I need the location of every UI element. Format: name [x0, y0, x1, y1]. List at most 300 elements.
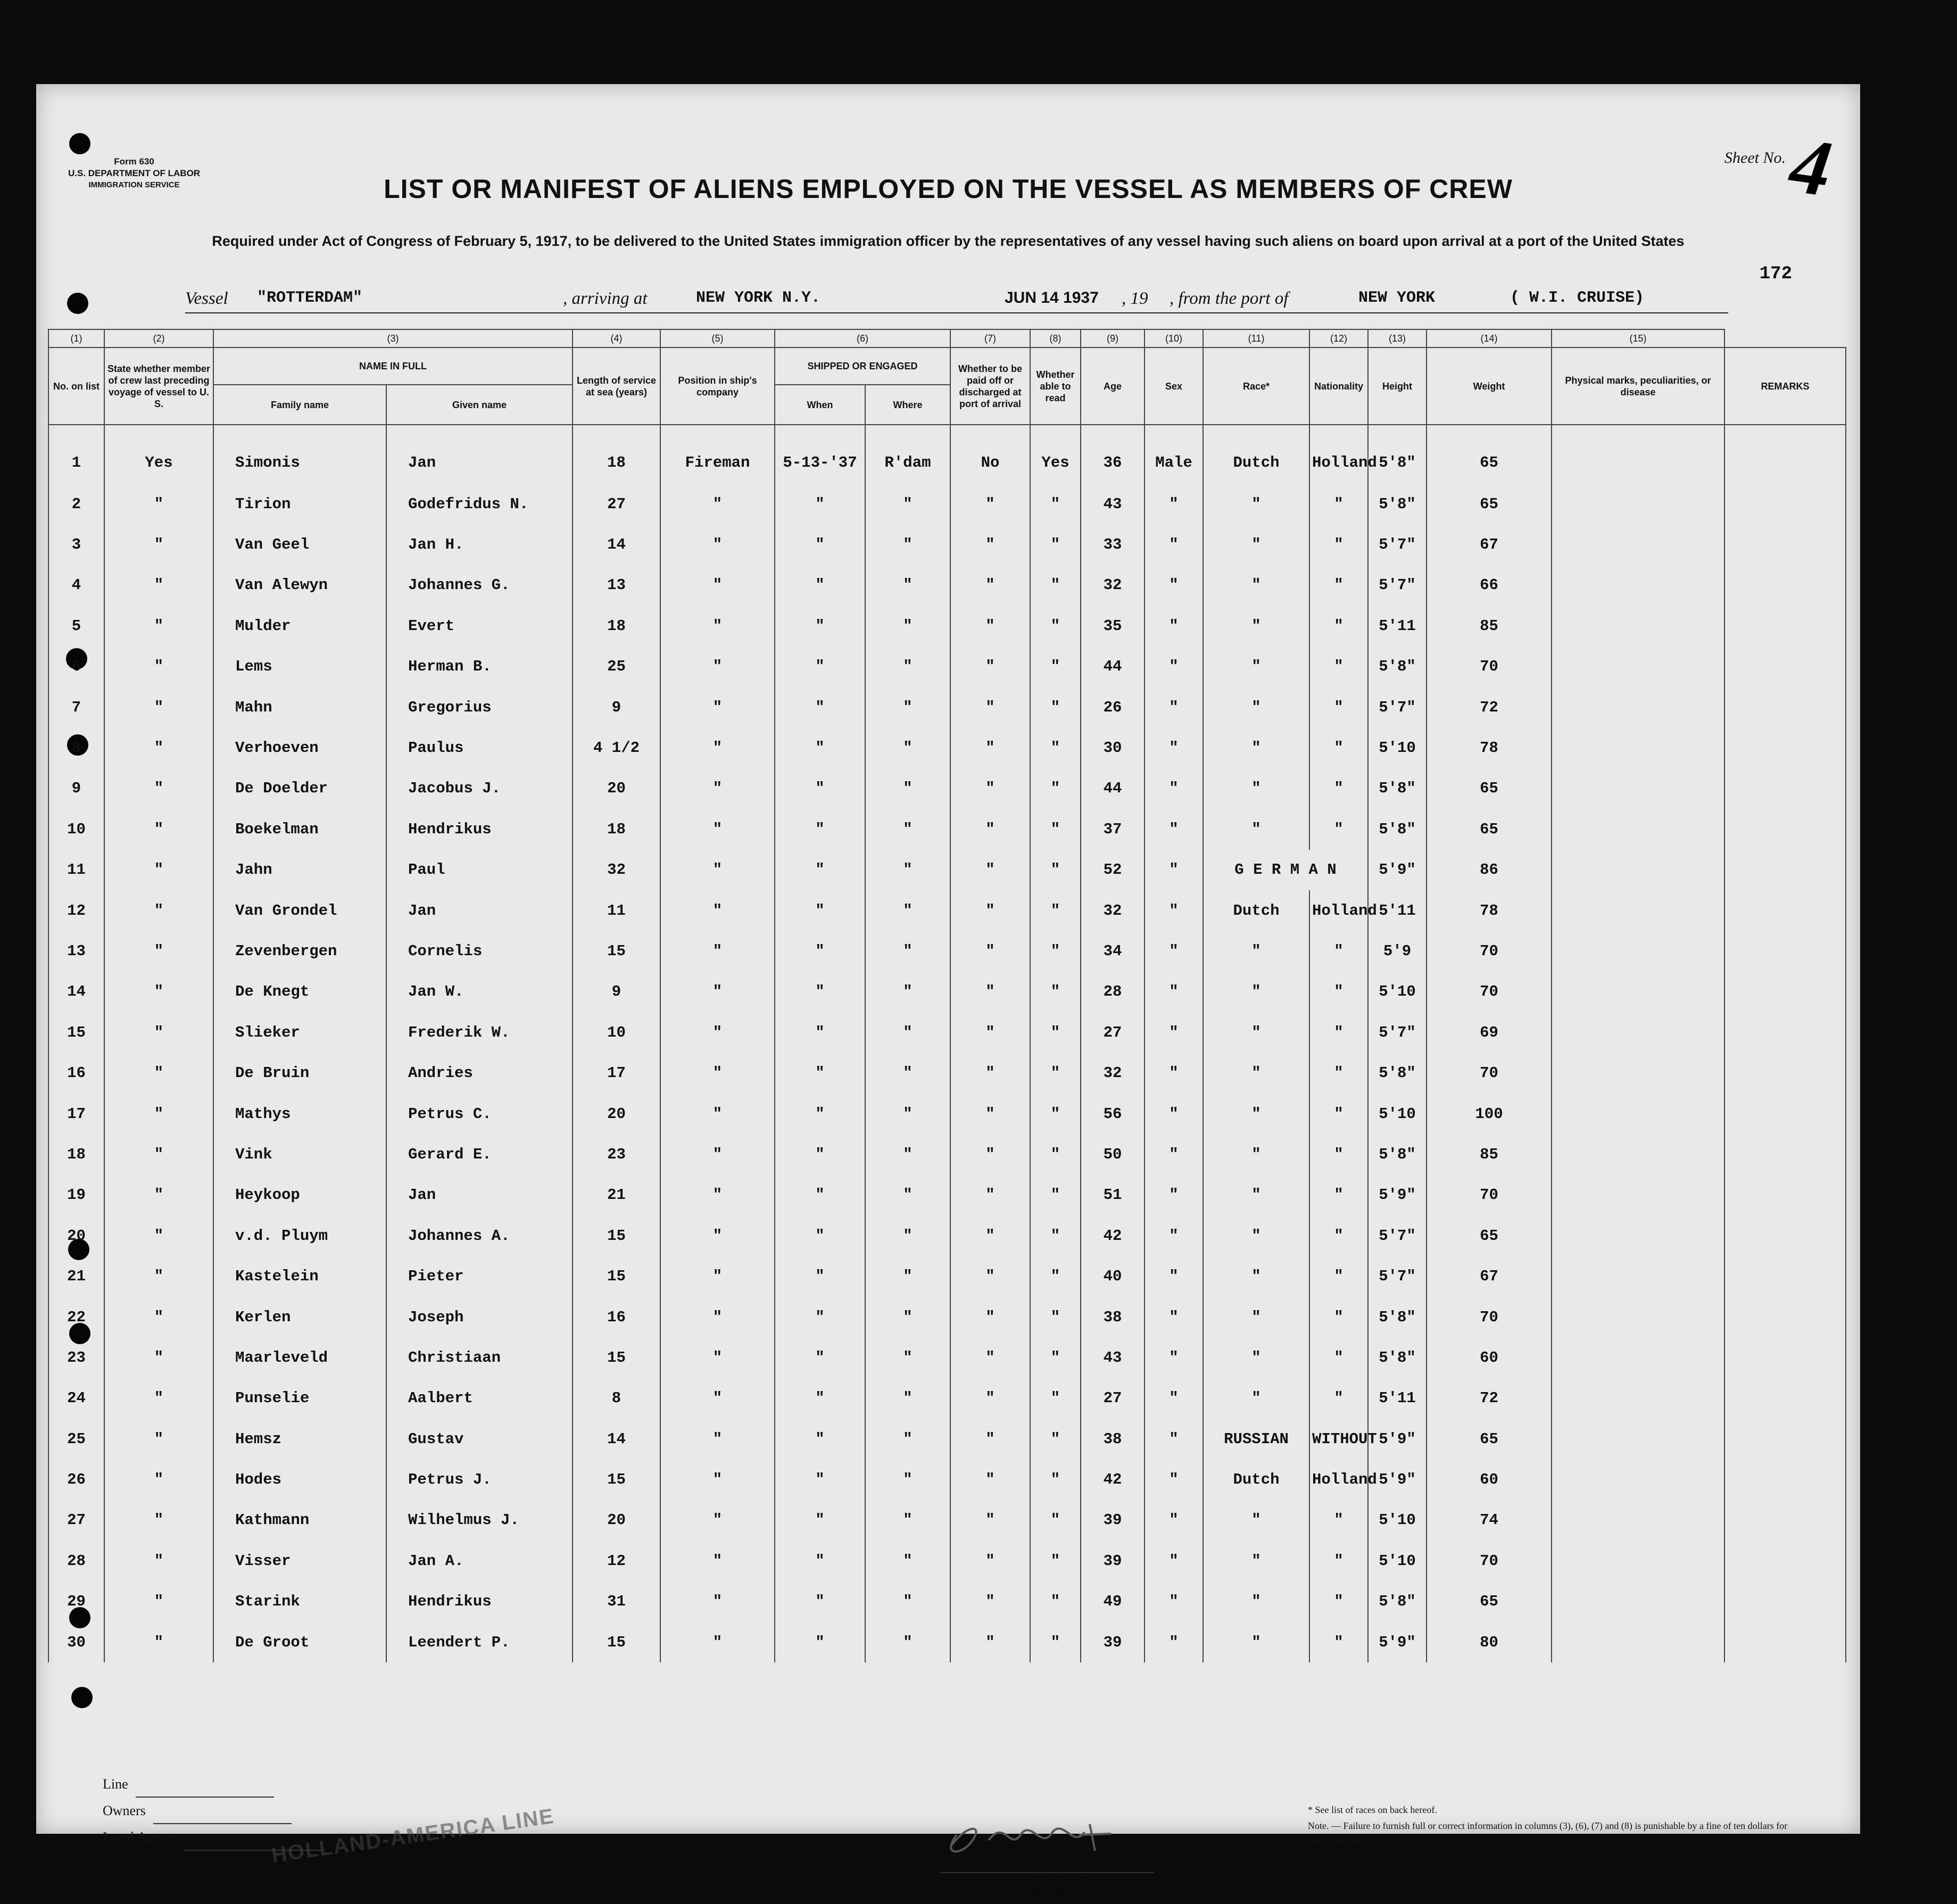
weight-cell: 65 [1427, 1419, 1552, 1459]
remarks-cell [1724, 1175, 1846, 1215]
sex-cell: " [1145, 565, 1203, 606]
age-cell: 39 [1081, 1622, 1145, 1662]
paid-off-cell: " [950, 1622, 1030, 1662]
weight-cell: 66 [1427, 565, 1552, 606]
paid-off-cell: No [950, 425, 1030, 484]
paid-off-cell: " [950, 1337, 1030, 1378]
able-read-cell: " [1030, 484, 1081, 524]
nationality-cell: " [1309, 606, 1368, 646]
previous-voyage-cell: " [104, 1175, 213, 1215]
header-height: Height [1368, 347, 1427, 425]
able-read-cell: " [1030, 647, 1081, 687]
position-cell: " [660, 1215, 775, 1256]
nationality-cell: " [1309, 484, 1368, 524]
shipped-where-cell: " [865, 1053, 950, 1093]
able-read-cell: " [1030, 850, 1081, 890]
given-name-cell: Joseph [386, 1297, 573, 1337]
age-cell: 32 [1081, 1053, 1145, 1093]
physical-marks-cell [1552, 1337, 1724, 1378]
header-family-name: Family name [213, 385, 386, 425]
inspector-label: Immigrant Inspector. [941, 1872, 1154, 1891]
position-cell: " [660, 890, 775, 931]
paid-off-cell: " [950, 1297, 1030, 1337]
previous-voyage-cell: " [104, 1337, 213, 1378]
sex-cell: " [1145, 1053, 1203, 1093]
family-name-cell: Mathys [213, 1094, 386, 1134]
physical-marks-cell [1552, 484, 1724, 524]
race-cell: " [1203, 1500, 1309, 1541]
service-length-cell: 17 [573, 1053, 660, 1093]
given-name-cell: Pieter [386, 1256, 573, 1296]
col-num: (14) [1427, 329, 1552, 347]
row-number: 8 [48, 727, 104, 768]
able-read-cell: " [1030, 1215, 1081, 1256]
paid-off-cell: " [950, 1175, 1030, 1215]
race-cell: " [1203, 484, 1309, 524]
physical-marks-cell [1552, 1419, 1724, 1459]
table-row [48, 1378, 1846, 1419]
remarks-cell [1724, 1459, 1846, 1500]
shipped-when-cell: " [775, 1419, 865, 1459]
table-row [48, 484, 1846, 524]
race-cell: " [1203, 1215, 1309, 1256]
sheet-code: 172 [1759, 264, 1792, 284]
physical-marks-cell [1552, 1541, 1724, 1581]
height-cell: 5'7" [1368, 1012, 1427, 1053]
given-name-cell: Leendert P. [386, 1622, 573, 1662]
sex-cell: " [1145, 931, 1203, 971]
sex-cell: " [1145, 687, 1203, 727]
nationality-cell: " [1309, 1175, 1368, 1215]
shipped-where-cell: " [865, 1297, 950, 1337]
given-name-cell: Jan A. [386, 1541, 573, 1581]
header-where: Where [865, 385, 950, 425]
vessel-name: "ROTTERDAM" [257, 289, 363, 307]
paid-off-cell: " [950, 687, 1030, 727]
age-cell: 26 [1081, 687, 1145, 727]
row-number: 1 [48, 425, 104, 484]
age-cell: 32 [1081, 565, 1145, 606]
physical-marks-cell [1552, 1500, 1724, 1541]
remarks-cell [1724, 524, 1846, 565]
able-read-cell: " [1030, 809, 1081, 849]
able-read-cell: " [1030, 890, 1081, 931]
nationality-cell: " [1309, 647, 1368, 687]
physical-marks-cell [1552, 1053, 1724, 1093]
physical-marks-cell [1552, 809, 1724, 849]
nationality-cell: " [1309, 931, 1368, 971]
age-cell: 38 [1081, 1419, 1145, 1459]
table-row [48, 1459, 1846, 1500]
row-number: 15 [48, 1012, 104, 1053]
service-length-cell: 18 [573, 606, 660, 646]
position-cell: " [660, 1582, 775, 1622]
sex-cell: " [1145, 850, 1203, 890]
height-cell: 5'9" [1368, 1459, 1427, 1500]
able-read-cell: " [1030, 1256, 1081, 1296]
family-name-cell: Punselie [213, 1378, 386, 1419]
given-name-cell: Gerard E. [386, 1134, 573, 1174]
age-cell: 44 [1081, 768, 1145, 809]
shipped-where-cell: " [865, 524, 950, 565]
height-cell: 5'10 [1368, 727, 1427, 768]
physical-marks-cell [1552, 890, 1724, 931]
manifest-sheet [36, 84, 1860, 1890]
given-name-cell: Wilhelmus J. [386, 1500, 573, 1541]
given-name-cell: Johannes A. [386, 1215, 573, 1256]
service-length-cell: 23 [573, 1134, 660, 1174]
race-cell: " [1203, 1012, 1309, 1053]
height-cell: 5'10 [1368, 1541, 1427, 1581]
family-name-cell: Mahn [213, 687, 386, 727]
shipped-where-cell: " [865, 1419, 950, 1459]
remarks-cell [1724, 1378, 1846, 1419]
family-name-cell: Vink [213, 1134, 386, 1174]
height-cell: 5'11 [1368, 606, 1427, 646]
previous-voyage-cell: " [104, 687, 213, 727]
service-length-cell: 15 [573, 1256, 660, 1296]
table-row [48, 1419, 1846, 1459]
shipped-when-cell: " [775, 972, 865, 1012]
sex-cell: " [1145, 1256, 1203, 1296]
shipped-where-cell: " [865, 1459, 950, 1500]
physical-marks-cell [1552, 647, 1724, 687]
row-number: 6 [48, 647, 104, 687]
service-length-cell: 15 [573, 1459, 660, 1500]
race-cell: Dutch [1203, 890, 1309, 931]
remarks-cell [1724, 606, 1846, 646]
header-shipped-engaged: SHIPPED OR ENGAGED [775, 347, 950, 385]
shipped-where-cell: " [865, 1094, 950, 1134]
nationality-cell: Holland [1309, 1459, 1368, 1500]
age-cell: 52 [1081, 850, 1145, 890]
service-length-cell: 9 [573, 687, 660, 727]
row-number: 13 [48, 931, 104, 971]
previous-voyage-cell: " [104, 1541, 213, 1581]
shipped-where-cell: " [865, 1215, 950, 1256]
col-num: (9) [1081, 329, 1145, 347]
service-length-cell: 18 [573, 809, 660, 849]
row-number: 9 [48, 768, 104, 809]
sex-cell: " [1145, 484, 1203, 524]
shipped-when-cell: " [775, 1215, 865, 1256]
row-number: 23 [48, 1337, 104, 1378]
able-read-cell: " [1030, 565, 1081, 606]
height-cell: 5'8" [1368, 484, 1427, 524]
sex-cell: " [1145, 1378, 1203, 1419]
family-name-cell: Tirion [213, 484, 386, 524]
table-row [48, 1012, 1846, 1053]
weight-cell: 100 [1427, 1094, 1552, 1134]
header-no-on-list: No. on list [48, 347, 104, 425]
position-cell: " [660, 850, 775, 890]
sex-cell: " [1145, 1337, 1203, 1378]
service-length-cell: 25 [573, 647, 660, 687]
vessel-line [185, 289, 1728, 316]
row-number: 19 [48, 1175, 104, 1215]
col-num: (1) [48, 329, 104, 347]
given-name-cell: Andries [386, 1053, 573, 1093]
from-port-label: , from the port of [1170, 289, 1289, 308]
able-read-cell: " [1030, 1337, 1081, 1378]
service-length-cell: 14 [573, 1419, 660, 1459]
remarks-cell [1724, 931, 1846, 971]
physical-marks-cell [1552, 972, 1724, 1012]
department-name: U.S. DEPARTMENT OF LABOR [68, 168, 201, 178]
height-cell: 5'9" [1368, 850, 1427, 890]
vessel-line-rule [185, 312, 1728, 313]
remarks-cell [1724, 1500, 1846, 1541]
family-name-cell: Starink [213, 1582, 386, 1622]
paid-off-cell: " [950, 1582, 1030, 1622]
family-name-cell: Lems [213, 647, 386, 687]
form-number: Form 630 [114, 156, 154, 167]
shipped-where-cell: " [865, 727, 950, 768]
given-name-cell: Gustav [386, 1419, 573, 1459]
shipped-when-cell: " [775, 647, 865, 687]
position-cell: " [660, 1500, 775, 1541]
family-name-cell: Kastelein [213, 1256, 386, 1296]
able-read-cell: " [1030, 1419, 1081, 1459]
able-read-cell: " [1030, 1500, 1081, 1541]
service-length-cell: 8 [573, 1378, 660, 1419]
height-cell: 5'7" [1368, 1256, 1427, 1296]
header-row-top [48, 347, 1846, 385]
shipped-when-cell: " [775, 1175, 865, 1215]
previous-voyage-cell: " [104, 972, 213, 1012]
nationality-cell: " [1309, 565, 1368, 606]
age-cell: 51 [1081, 1175, 1145, 1215]
row-number: 11 [48, 850, 104, 890]
age-cell: 36 [1081, 425, 1145, 484]
age-cell: 44 [1081, 647, 1145, 687]
shipped-where-cell: " [865, 1500, 950, 1541]
given-name-cell: Hendrikus [386, 1582, 573, 1622]
table-row [48, 931, 1846, 971]
header-remarks: REMARKS [1724, 347, 1846, 425]
previous-voyage-cell: " [104, 931, 213, 971]
shipped-where-cell: " [865, 1175, 950, 1215]
header-weight: Weight [1427, 347, 1552, 425]
previous-voyage-cell: " [104, 606, 213, 646]
able-read-cell: " [1030, 687, 1081, 727]
previous-voyage-cell: " [104, 1622, 213, 1662]
previous-voyage-cell: " [104, 484, 213, 524]
race-cell: " [1203, 727, 1309, 768]
header-physical-marks: Physical marks, peculiarities, or disease [1552, 347, 1724, 425]
race-cell: " [1203, 1175, 1309, 1215]
nationality-cell: " [1309, 1012, 1368, 1053]
position-cell: " [660, 972, 775, 1012]
age-cell: 39 [1081, 1500, 1145, 1541]
height-cell: 5'8" [1368, 1134, 1427, 1174]
service-length-cell: 16 [573, 1297, 660, 1337]
service-length-cell: 20 [573, 1094, 660, 1134]
row-number: 7 [48, 687, 104, 727]
given-name-cell: Gregorius [386, 687, 573, 727]
race-cell: " [1203, 1541, 1309, 1581]
height-cell: 5'9" [1368, 1175, 1427, 1215]
col-num: (4) [573, 329, 660, 347]
sex-cell: " [1145, 727, 1203, 768]
given-name-cell: Jacobus J. [386, 768, 573, 809]
position-cell: " [660, 1134, 775, 1174]
shipped-when-cell: " [775, 1012, 865, 1053]
shipped-when-cell: " [775, 1582, 865, 1622]
paid-off-cell: " [950, 1256, 1030, 1296]
position-cell: " [660, 606, 775, 646]
weight-cell: 72 [1427, 687, 1552, 727]
remarks-cell [1724, 1622, 1846, 1662]
family-name-cell: Visser [213, 1541, 386, 1581]
line-field [103, 1771, 322, 1798]
table-row [48, 687, 1846, 727]
weight-cell: 86 [1427, 850, 1552, 890]
sex-cell: " [1145, 972, 1203, 1012]
nationality-cell: " [1309, 1256, 1368, 1296]
race-nationality-cell: G E R M A N [1203, 850, 1368, 890]
service-length-cell: 15 [573, 1215, 660, 1256]
row-number: 28 [48, 1541, 104, 1581]
paid-off-cell: " [950, 1094, 1030, 1134]
previous-voyage-cell: " [104, 1459, 213, 1500]
crew-table-body [48, 425, 1846, 1662]
position-cell: " [660, 647, 775, 687]
race-cell: RUSSIAN [1203, 1419, 1309, 1459]
height-cell: 5'10 [1368, 972, 1427, 1012]
able-read-cell: " [1030, 1582, 1081, 1622]
sex-cell: " [1145, 1500, 1203, 1541]
previous-voyage-cell: " [104, 1378, 213, 1419]
given-name-cell: Paul [386, 850, 573, 890]
previous-voyage-cell: " [104, 1500, 213, 1541]
given-name-cell: Godefridus N. [386, 484, 573, 524]
paid-off-cell: " [950, 850, 1030, 890]
service-length-cell: 12 [573, 1541, 660, 1581]
col-num: (13) [1368, 329, 1427, 347]
paid-off-cell: " [950, 606, 1030, 646]
position-cell: " [660, 1419, 775, 1459]
family-name-cell: Verhoeven [213, 727, 386, 768]
nationality-cell: " [1309, 1337, 1368, 1378]
given-name-cell: Frederik W. [386, 1012, 573, 1053]
row-number: 20 [48, 1215, 104, 1256]
nationality-cell: " [1309, 1297, 1368, 1337]
paid-off-cell: " [950, 1215, 1030, 1256]
given-name-cell: Jan [386, 890, 573, 931]
table-row [48, 1500, 1846, 1541]
col-num: (12) [1309, 329, 1368, 347]
able-read-cell: " [1030, 1297, 1081, 1337]
nationality-cell: " [1309, 1541, 1368, 1581]
previous-voyage-cell: " [104, 1012, 213, 1053]
remarks-cell [1724, 1256, 1846, 1296]
age-cell: 39 [1081, 1541, 1145, 1581]
remarks-cell [1724, 1094, 1846, 1134]
able-read-cell: " [1030, 1012, 1081, 1053]
remarks-cell [1724, 809, 1846, 849]
sex-cell: " [1145, 1134, 1203, 1174]
sex-cell: " [1145, 890, 1203, 931]
race-cell: " [1203, 606, 1309, 646]
paid-off-cell: " [950, 1541, 1030, 1581]
header-able-read: Whether able to read [1030, 347, 1081, 425]
height-cell: 5'8" [1368, 809, 1427, 849]
row-number: 12 [48, 890, 104, 931]
header-nationality: Nationality [1309, 347, 1368, 425]
physical-marks-cell [1552, 931, 1724, 971]
table-row [48, 1297, 1846, 1337]
table-row [48, 972, 1846, 1012]
service-length-cell: 4 1/2 [573, 727, 660, 768]
service-length-cell: 15 [573, 1622, 660, 1662]
age-cell: 32 [1081, 890, 1145, 931]
remarks-cell [1724, 565, 1846, 606]
page-title: LIST OR MANIFEST OF ALIENS EMPLOYED ON THE VESSEL AS MEMBERS OF CREW [384, 174, 1513, 204]
remarks-cell [1724, 972, 1846, 1012]
remarks-cell [1724, 1541, 1846, 1581]
race-cell: " [1203, 687, 1309, 727]
position-cell: " [660, 1337, 775, 1378]
previous-voyage-cell: " [104, 1134, 213, 1174]
position-cell: " [660, 1175, 775, 1215]
row-number: 26 [48, 1459, 104, 1500]
paid-off-cell: " [950, 484, 1030, 524]
sex-cell: " [1145, 1215, 1203, 1256]
previous-voyage-cell: " [104, 1256, 213, 1296]
table-row [48, 1053, 1846, 1093]
shipped-where-cell: " [865, 1582, 950, 1622]
page-subtitle: Required under Act of Congress of February 5, 1917, to be delivered to the United States immigration officer by the representatives of any vessel having such aliens on board upon arrival at a port of the United States [212, 233, 1685, 249]
paid-off-cell: " [950, 1419, 1030, 1459]
physical-marks-cell [1552, 1094, 1724, 1134]
nationality-cell: " [1309, 1215, 1368, 1256]
race-cell: " [1203, 1094, 1309, 1134]
able-read-cell: " [1030, 524, 1081, 565]
table-row [48, 1256, 1846, 1296]
position-cell: " [660, 727, 775, 768]
height-cell: 5'9" [1368, 1622, 1427, 1662]
header-position: Position in ship's company [660, 347, 775, 425]
race-cell: " [1203, 1053, 1309, 1093]
remarks-cell [1724, 484, 1846, 524]
race-cell: " [1203, 565, 1309, 606]
weight-cell: 70 [1427, 972, 1552, 1012]
line-label: Line [103, 1776, 128, 1792]
header-paid-off: Whether to be paid off or discharged at port of arrival [950, 347, 1030, 425]
height-cell: 5'8" [1368, 647, 1427, 687]
shipped-when-cell: " [775, 1541, 865, 1581]
physical-marks-cell [1552, 1012, 1724, 1053]
table-row [48, 425, 1846, 484]
physical-marks-cell [1552, 850, 1724, 890]
previous-voyage-cell: " [104, 768, 213, 809]
race-cell: " [1203, 647, 1309, 687]
row-number: 22 [48, 1297, 104, 1337]
shipped-when-cell: " [775, 1459, 865, 1500]
position-cell: Fireman [660, 425, 775, 484]
height-cell: 5'8" [1368, 425, 1427, 484]
service-length-cell: 15 [573, 1337, 660, 1378]
header-sex: Sex [1145, 347, 1203, 425]
family-name-cell: De Doelder [213, 768, 386, 809]
paid-off-cell: " [950, 1378, 1030, 1419]
weight-cell: 69 [1427, 1012, 1552, 1053]
nationality-cell: Holland [1309, 890, 1368, 931]
shipped-where-cell: " [865, 1134, 950, 1174]
shipped-where-cell: R'dam [865, 425, 950, 484]
physical-marks-cell [1552, 425, 1724, 484]
